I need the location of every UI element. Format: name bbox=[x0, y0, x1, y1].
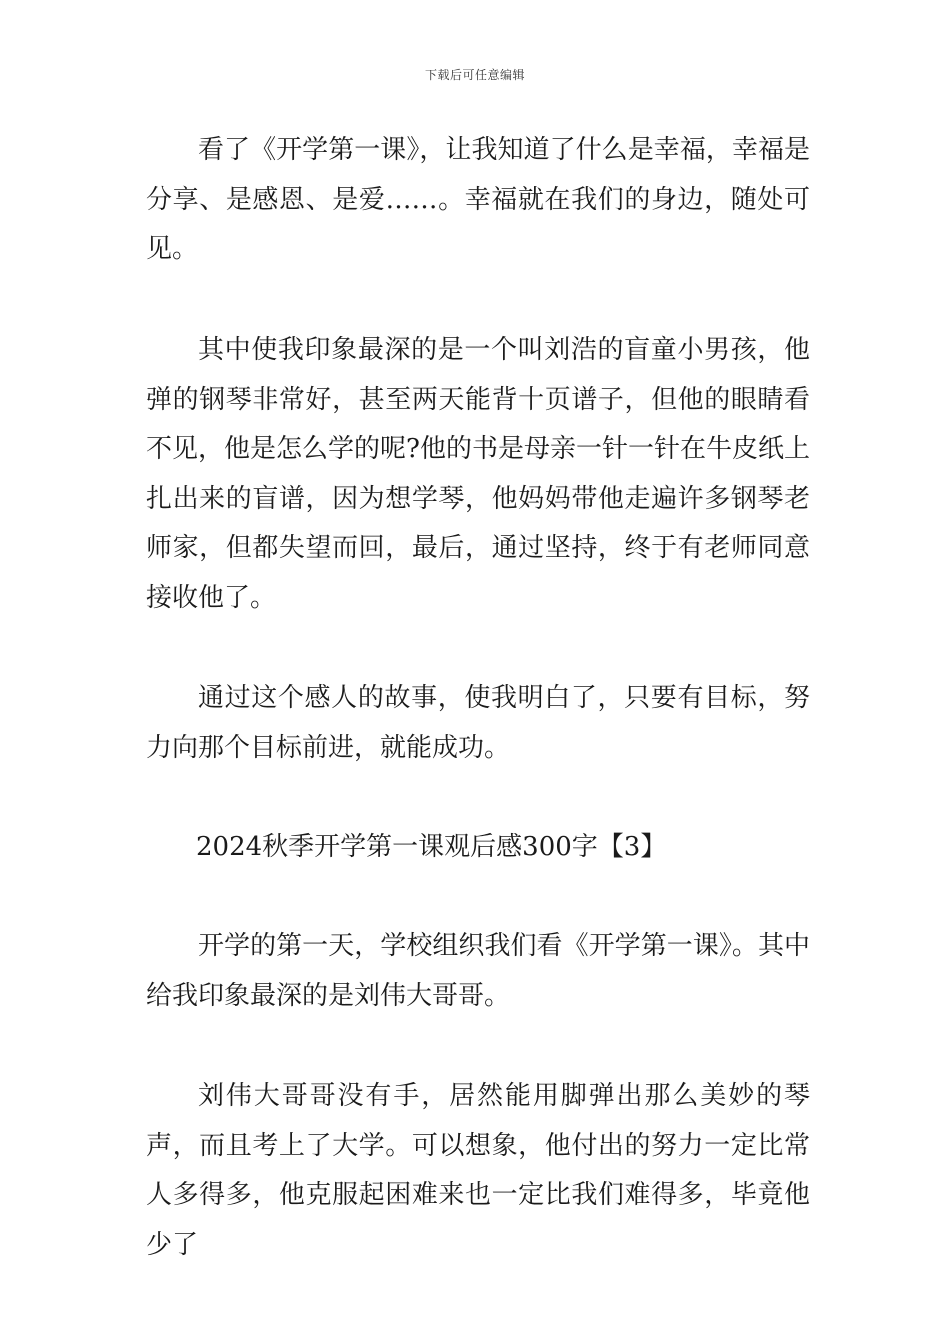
page-header-note: 下载后可任意编辑 bbox=[424, 68, 525, 82]
section-heading: 2024秋季开学第一课观后感300字【3】 bbox=[196, 832, 667, 862]
paragraph-happiness: 看了《开学第一课》，让我知道了什么是幸福，幸福是分享、是感恩、是爱……。幸福就在我们的身边，随处可见。 bbox=[146, 135, 810, 265]
paragraph-liu-wei: 刘伟大哥哥没有手，居然能用脚弹出那么美妙的琴声，而且考上了大学。可以想象，他付出的努力一定比常人多得多，他克服起困难来也一定比我们难得多，毕竟他少了 bbox=[146, 1081, 810, 1260]
paragraph-lesson: 通过这个感人的故事，使我明白了，只要有目标，努力向那个目标前进，就能成功。 bbox=[146, 683, 810, 763]
paragraph-blind-boy: 其中使我印象最深的是一个叫刘浩的盲童小男孩，他弹的钢琴非常好，甚至两天能背十页谱子，但他的眼睛看不见，他是怎么学的呢?他的书是母亲一针一针在牛皮纸上扎出来的盲谱，因为想学琴，他妈妈带他走遍许多钢琴老师家，但都失望而回，最后，通过坚持，终于有老师同意接收他了。 bbox=[146, 335, 810, 613]
paragraph-first-day: 开学的第一天，学校组织我们看《开学第一课》。其中给我印象最深的是刘伟大哥哥。 bbox=[146, 931, 810, 1011]
